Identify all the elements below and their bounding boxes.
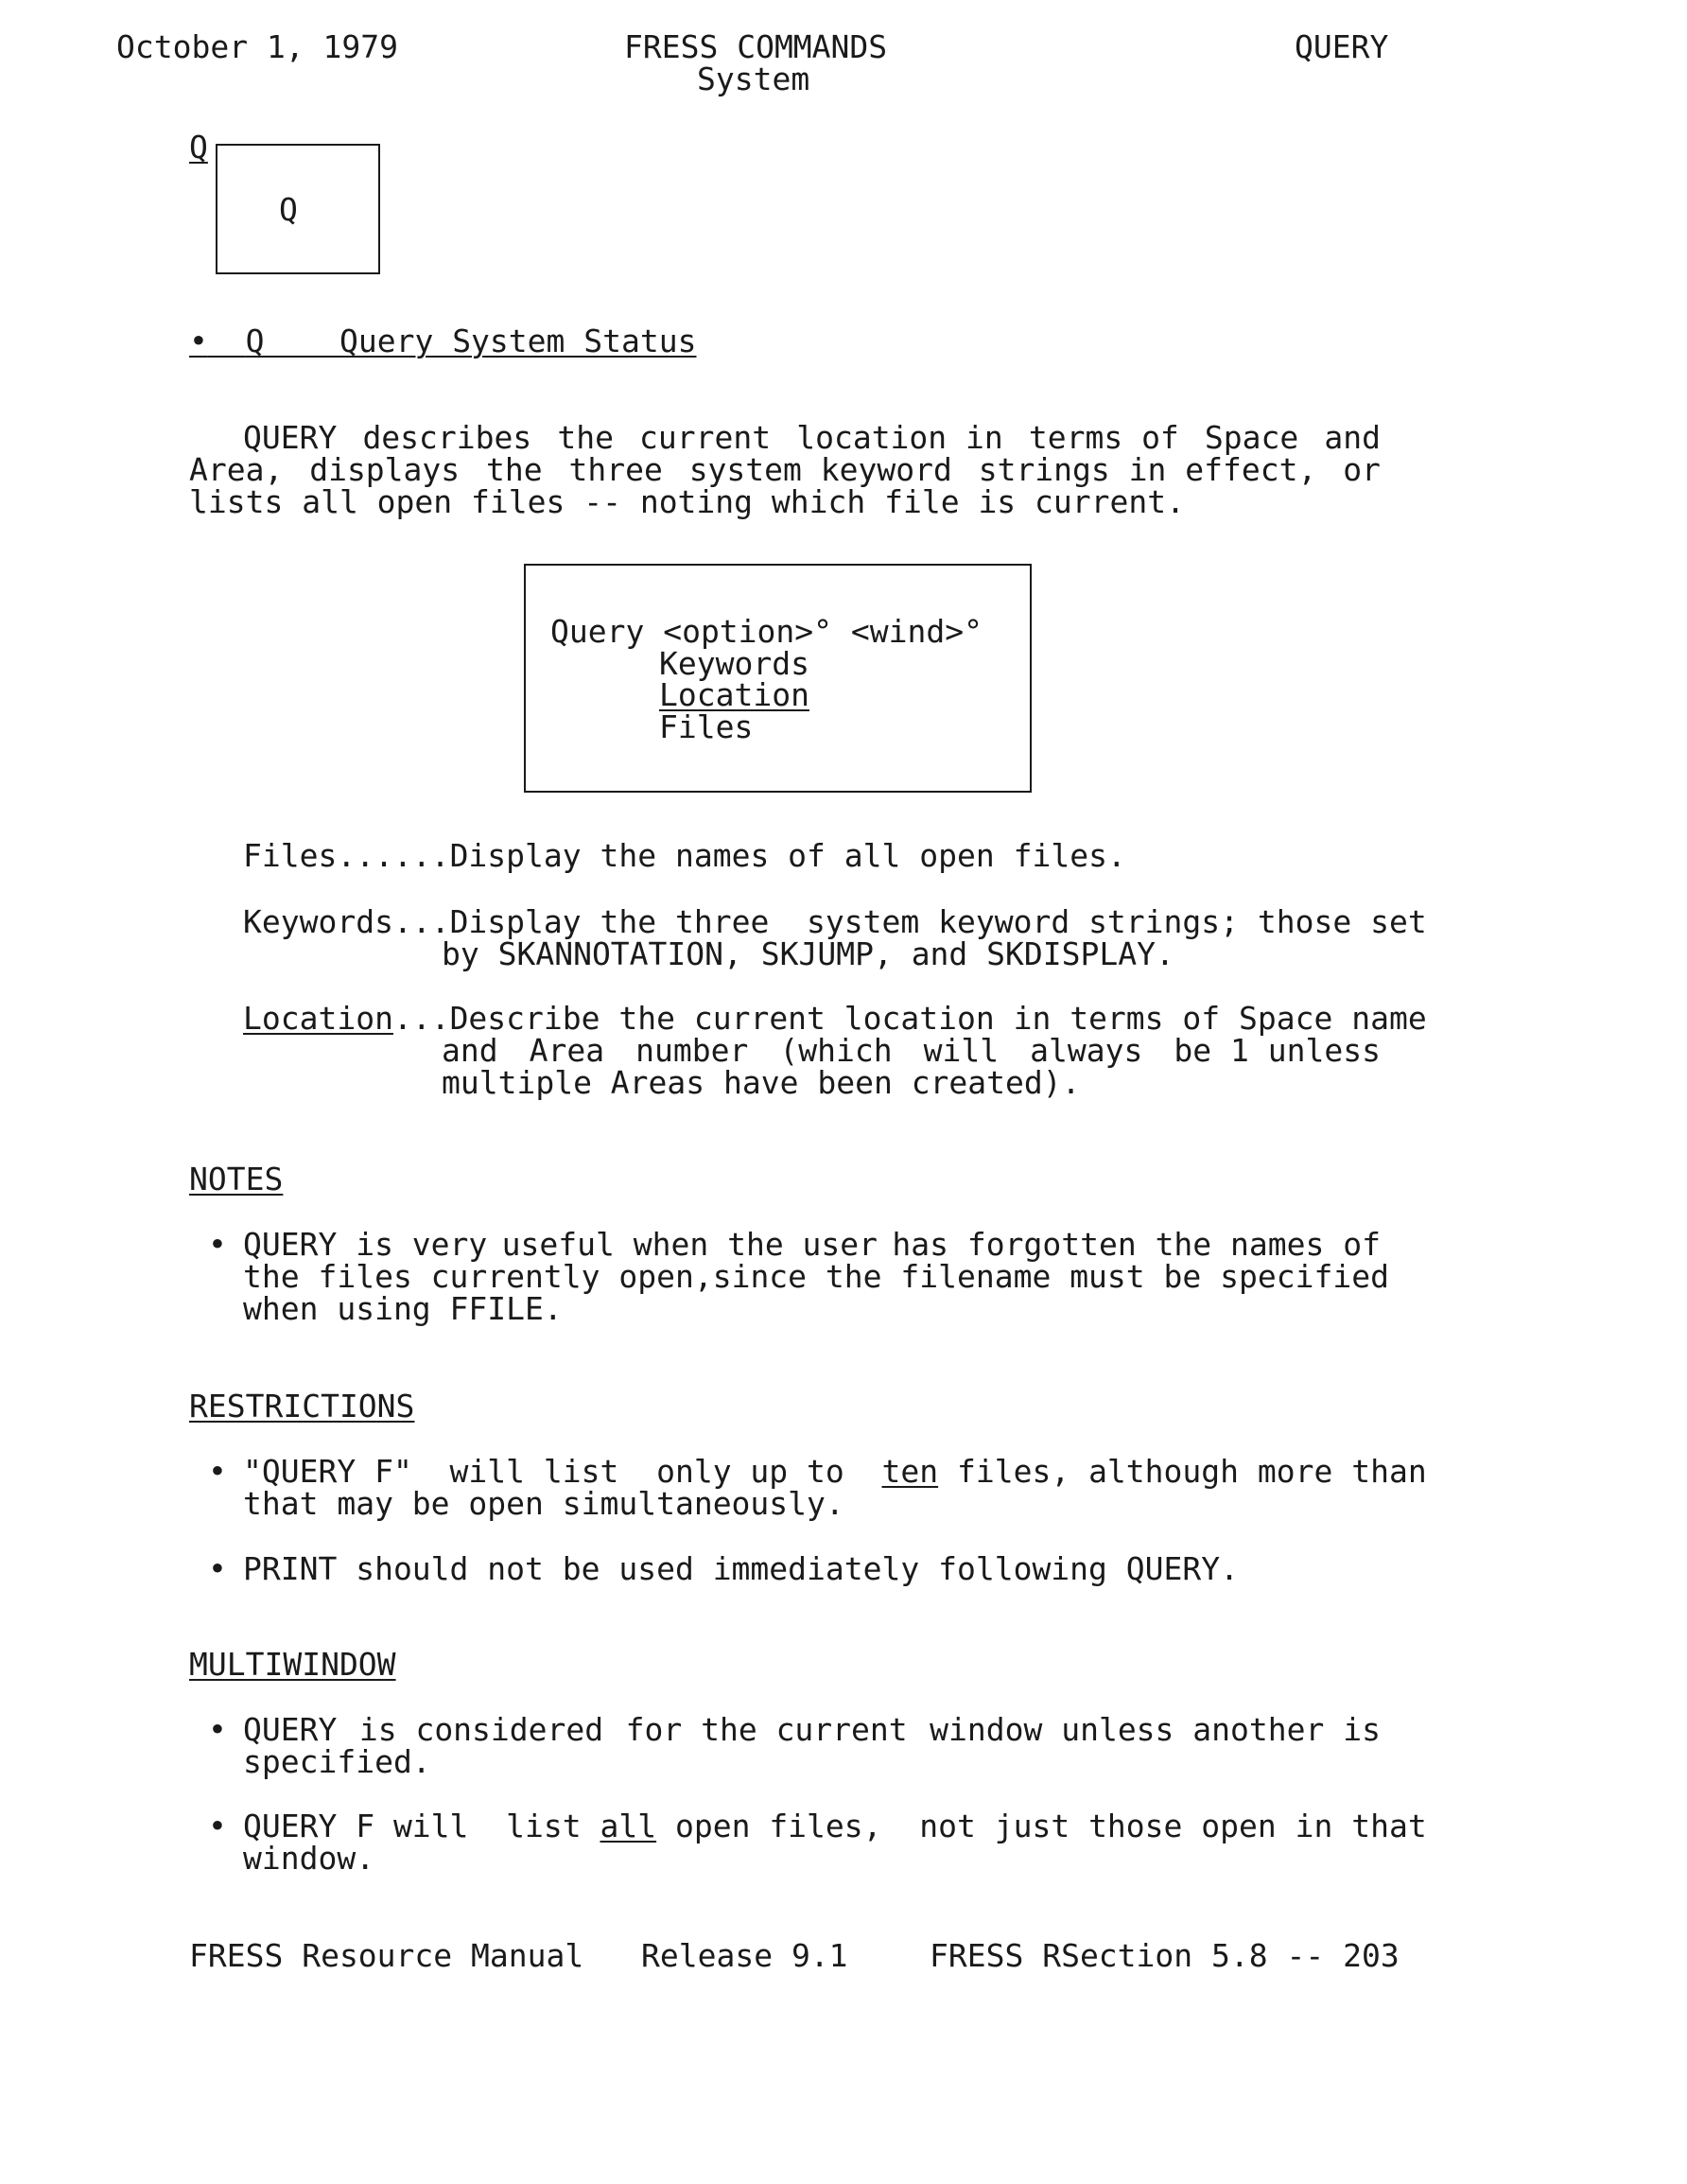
all-emphasis: all: [600, 1808, 657, 1844]
syntax-option-keywords: Keywords: [659, 645, 809, 682]
option-keywords-line-2: by SKANNOTATION, SKJUMP, and SKDISPLAY.: [442, 935, 1174, 972]
header-date: October 1, 1979: [116, 28, 399, 65]
heading-title: Query System Status: [339, 323, 697, 359]
restrictions-item-2: PRINT should not be used immediately following QUERY.: [243, 1550, 1239, 1587]
notes-item-line-3: when using FFILE.: [243, 1290, 563, 1327]
abbrev-letter: Q: [189, 129, 208, 166]
notes-heading: NOTES: [189, 1161, 284, 1197]
multiwindow-heading: MULTIWINDOW: [189, 1646, 396, 1683]
option-location-name: Location: [243, 1000, 393, 1037]
heading-letter: Q: [245, 323, 265, 359]
notes-bullet: •: [208, 1226, 227, 1263]
option-files: Files......Display the names of all open files.: [243, 837, 1126, 874]
option-location-line-2: and Area number (which will always be 1 unless: [442, 1032, 1381, 1069]
option-location-line-3: multiple Areas have been created).: [442, 1064, 1081, 1101]
footer-middle: Release 9.1: [641, 1937, 848, 1974]
notes-item-line-2: the files currently open, since the filename must be specified: [243, 1258, 1389, 1295]
option-location: Location...Describe the current location in terms of Space name: [243, 1000, 1427, 1037]
multiwindow-bullet-2: •: [208, 1808, 227, 1844]
option-keywords-name: Keywords: [243, 903, 393, 940]
restrictions-item-1-line-2: that may be open simultaneously.: [243, 1485, 844, 1522]
notes-item-line-1: QUERY is very useful when the user has forgotten the names of: [243, 1226, 1381, 1263]
abbrev-key-box: [216, 144, 380, 274]
footer-right: FRESS RSection 5.8 -- 203: [930, 1937, 1400, 1974]
heading-bullet: •: [189, 323, 208, 359]
ten-emphasis: ten: [881, 1453, 939, 1490]
syntax-option-files: Files: [659, 708, 754, 745]
footer-left: FRESS Resource Manual: [189, 1937, 584, 1974]
header-title: FRESS COMMANDS: [624, 28, 888, 65]
intro-line-1: QUERY describes the current location in terms of Space and: [243, 419, 1381, 456]
syntax-option-location: Location: [659, 676, 809, 713]
intro-line-3: lists all open files -- noting which file is current.: [189, 483, 1185, 520]
section-heading: [189, 324, 696, 358]
multiwindow-item-1-line-2: specified.: [243, 1743, 431, 1780]
multiwindow-item-2: QUERY F will list all open files, not just those open in that: [243, 1808, 1427, 1844]
restrictions-bullet-1: •: [208, 1453, 227, 1490]
restrictions-item-1: "QUERY F" will list only up to ten files, although more than: [243, 1453, 1427, 1490]
option-files-name: Files: [243, 837, 338, 874]
multiwindow-item-1-line-1: QUERY is considered for the current window unless another is: [243, 1711, 1381, 1748]
option-keywords: Keywords...Display the three system keyword strings; those set: [243, 903, 1427, 940]
header-subtitle: System: [697, 61, 810, 97]
multiwindow-bullet-1: •: [208, 1711, 227, 1748]
header-command: QUERY: [1295, 28, 1389, 65]
syntax-line: Query <option>° <wind>°: [550, 613, 983, 650]
intro-line-2: Area, displays the three system keyword strings in effect, or: [189, 451, 1381, 488]
restrictions-bullet-2: •: [208, 1550, 227, 1587]
restrictions-heading: RESTRICTIONS: [189, 1388, 415, 1424]
multiwindow-item-2-line-2: window.: [243, 1840, 375, 1877]
abbrev-key-label: Q: [279, 191, 298, 228]
